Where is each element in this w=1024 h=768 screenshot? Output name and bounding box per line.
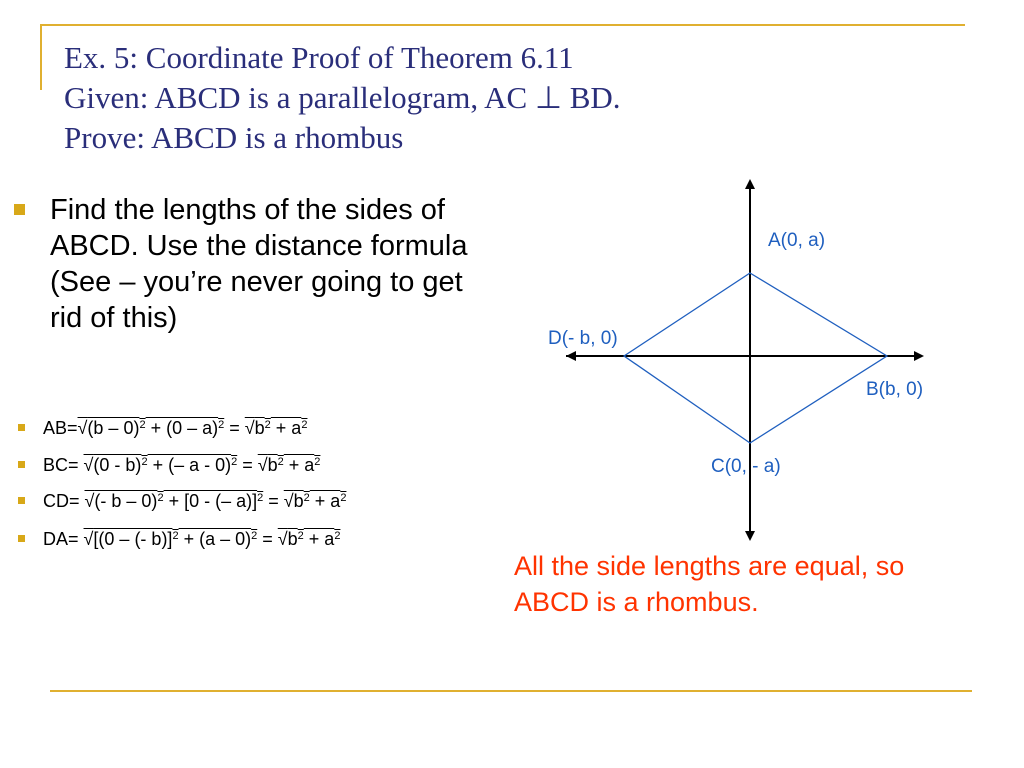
rhombus-abcd: [624, 273, 887, 443]
equation-cd: CD= √(- b – 0)$^2$ + [0 - (– $a)]^2 = √b^2 + a^2$: [18, 491, 346, 512]
bullet-square-icon: [18, 424, 25, 431]
point-b-label: B(b, 0): [866, 379, 924, 400]
radical-cd-right: $√b^2 + a^2$: [283, 491, 347, 511]
main-bullet-text: Find the lengths of the sides of ABCD. Use the distance formula (See – you’re never going to get rid of this): [50, 194, 468, 334]
main-bullet: [14, 192, 484, 336]
equation-ab: $AB=√(b - 0)^2 + (0 - a)^2 = √b^2 + a^2$: [18, 418, 307, 439]
rhombus-diagram: [560, 175, 930, 545]
slide-title: [64, 38, 784, 158]
radical-ab-right: $√b^2 + a^2$: [244, 418, 308, 438]
radical-bc-left: √(0 - b)$^2$ + (– a - 0)$^2$: [83, 455, 238, 475]
point-c-label: C(0, - a): [711, 456, 781, 477]
point-a-label: A(0, a): [768, 230, 826, 251]
bottom-rule: [50, 690, 972, 692]
equation-da: DA= √[(0 – (- $b)]^2 + (a - 0)^2 = √b^2 + a^2$: [18, 529, 340, 550]
equation-bc: BC= √(0 - b)$^2$ + (– $a - 0)^2 = √b^2 + a^2$: [18, 455, 320, 476]
top-rule: [40, 24, 965, 26]
radical-ab-left: √(b – 0)$^2$ + (0 – a)$^2$: [77, 418, 225, 438]
bullet-square-icon: [18, 497, 25, 504]
bullet-square-icon: [14, 204, 25, 215]
radical-da-left: √[(0 – (- b)]$^2$ + (a – 0)$^2$: [83, 529, 258, 549]
radical-cd-left: √(- b – 0)$^2$ + [0 - (– a)]$^2$: [84, 491, 264, 511]
title-line-2: Given: ABCD is a parallelogram, AC ⊥ BD.: [64, 80, 621, 115]
point-d-label: D(- b, 0): [548, 328, 618, 349]
radical-bc-right: $√b^2 + a^2$: [257, 455, 321, 475]
radical-da-right: $√b^2 + a^2$: [277, 529, 341, 549]
bullet-square-icon: [18, 461, 25, 468]
title-line-3: Prove: ABCD is a rhombus: [64, 120, 404, 155]
title-line-1: Ex. 5: Coordinate Proof of Theorem 6.11: [64, 40, 574, 75]
left-rule: [40, 24, 42, 90]
bullet-square-icon: [18, 535, 25, 542]
conclusion-text: All the side lengths are equal, so ABCD is a rhombus.: [514, 551, 905, 617]
